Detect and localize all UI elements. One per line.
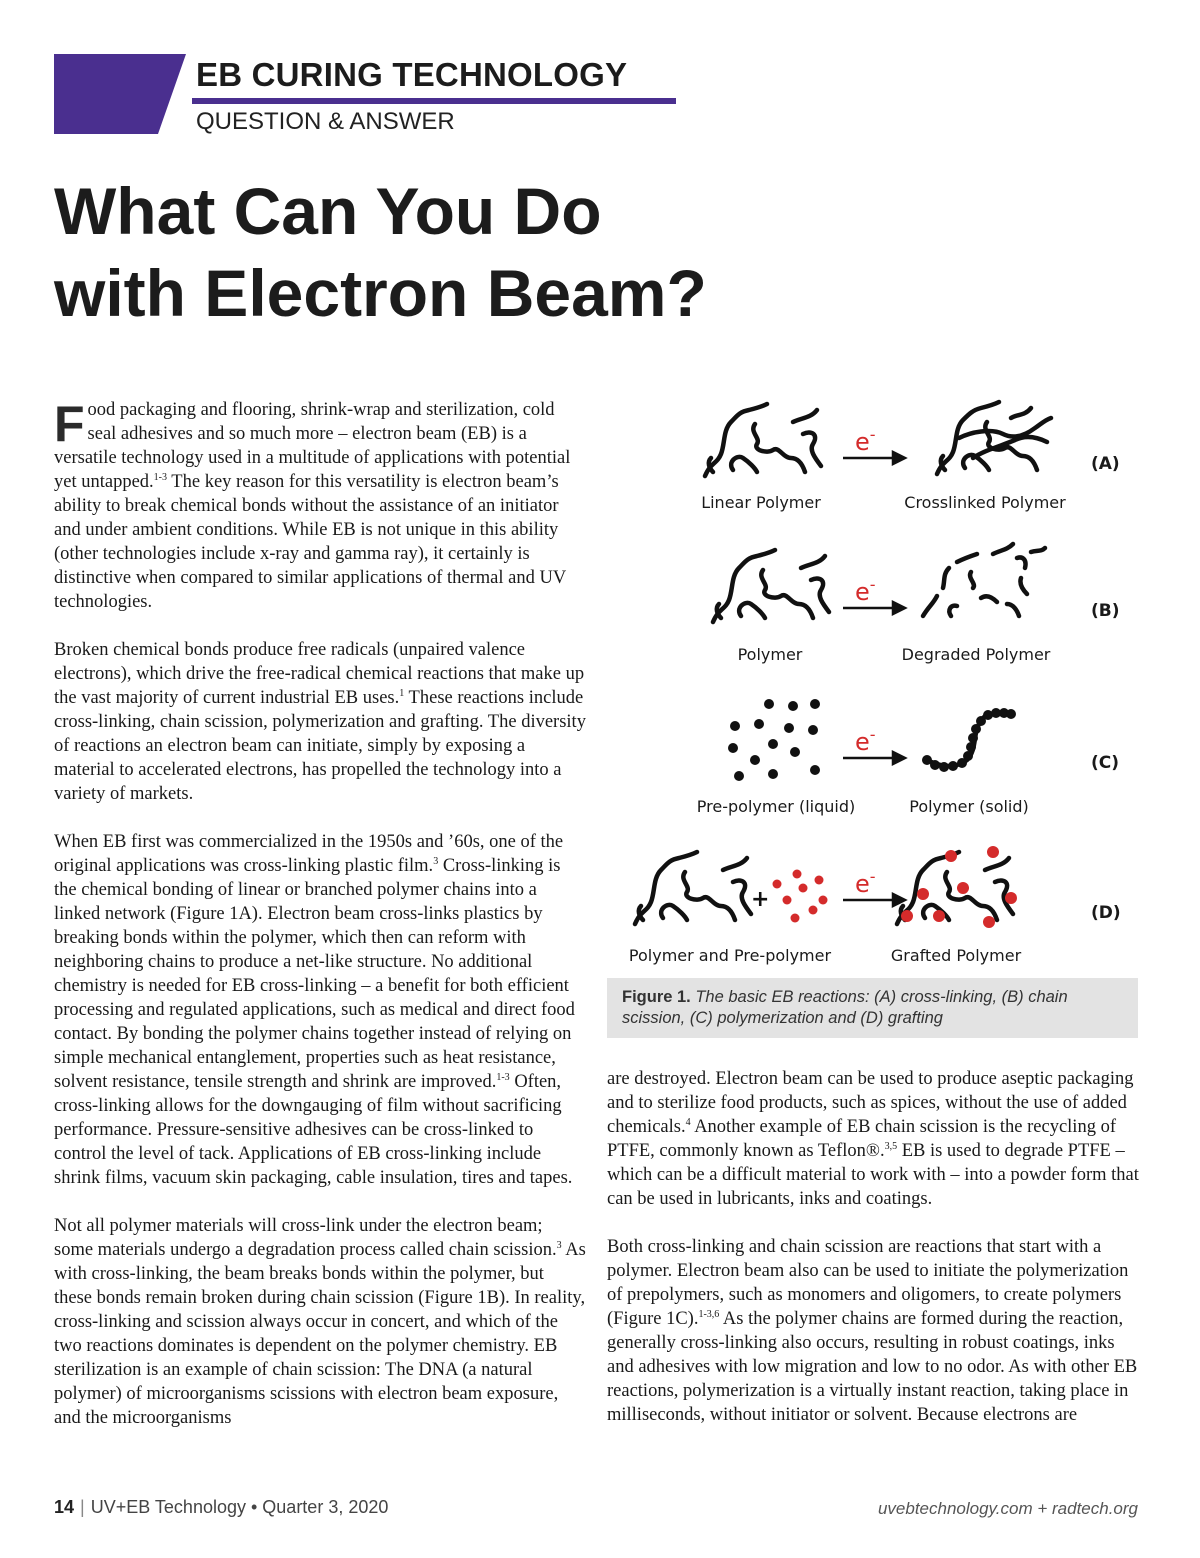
body-paragraph-4: Not all polymer materials will cross-link under the electron beam; some materials undergo a degradation process called chain scission.$^3$ As with cross-linking, the beam breaks bonds within the polymer, but these bonds remain broken during chain scission (Figure 1B). In reality, cross-linking and scission always occur in concert, and which of the two reactions dominates is dependent on the polymer chemistry. EB sterilization is an example of chain scission: The DNA (a natural polymer) of microorganisms scissions with electron beam exposure, and the microorganisms: [54, 1216, 586, 1428]
label-linear-polymer: Linear Polymer: [701, 493, 821, 512]
citation: 1: [399, 688, 405, 699]
reaction-arrows: [843, 452, 905, 906]
page-number: 14: [54, 1497, 75, 1517]
section-kicker-title: EB CURING TECHNOLOGY: [196, 56, 628, 93]
solid-polymer-beads: [922, 708, 1016, 772]
electron-icon-b: e-: [855, 575, 876, 606]
label-degraded-polymer: Degraded Polymer: [901, 645, 1051, 664]
figure-1-eb-reactions-diagram: [607, 388, 1138, 973]
pre-grafting-polymer-chains: [635, 852, 751, 924]
headline-line-2: with Electron Beam?: [54, 256, 707, 330]
label-polymer-solid: Polymer (solid): [909, 797, 1029, 816]
row-letter-c: (C): [1091, 753, 1120, 773]
body-paragraph-1: Food packaging and flooring, shrink-wrap and sterilization, cold seal adhesives and so much more – electron beam (EB) is a versatile technology used in a multitude of applications with potential yet untapped.$^{1-3}$ The key reason for this versatility is electron beam’s ability to break chemical bonds without the assistance of an initiator and under ambient conditions. While EB is not unique in this ability (other technologies include x-ray and gamma ray), it certainly is distinctive when compared to similar applications of thermal and UV technologies.: [54, 396, 571, 612]
pre-polymer-red-dots: [773, 870, 828, 923]
label-pre-polymer-liquid: Pre-polymer (liquid): [696, 797, 856, 816]
body-paragraph-6: Both cross-linking and chain scission are reactions that start with a polymer. Electron beam also can be used to initiate the polymerization of prepolymers, such as monomers and oligomers, to create polymers (Figure 1C).$^{1-3,6}$ As the polymer chains are formed during the reaction, generally cross-linking also occurs, resulting in robust coatings, inks and adhesives with low migration and low to no odor. As with other EB reactions, polymerization is a virtually instant reaction, taking place in milliseconds, without initiator or solvent. Because electrons are: [607, 1237, 1138, 1425]
citation: 1-3,6: [698, 1309, 720, 1320]
caption-text: The basic EB reactions: (A) cross-linking, (B) chain scission, (C) polymerization and (D) grafting: [622, 988, 1068, 1027]
footer-separator: |: [80, 1497, 85, 1517]
body-paragraph-3: When EB first was commercialized in the 1950s and ’60s, one of the original applications was cross-linking plastic film.$^3$ Cross-linking is the chemical bonding of linear or branched polymer chains into a linked network (Figure 1A). Electron beam cross-links plastics by breaking bonds within the polymer, which then can reform with neighboring chains to produce a net-like structure. No additional chemistry is needed for EB cross-linking – a benefit for both efficient processing and regulated applications, such as medical and direct food contact. By bonding the polymer chains together instead of relying on simple mechanical entanglement, properties such as heat resistance, solvent resistance, tensile strength and shrink are improved.$^{1-3}$ Often, cross-linking allows for the downgauging of film without sacrificing performance. Pressure-sensitive adhesives can be cross-linked to control the level of tack. Applications of EB cross-linking include shrink films, vacuum skin packaging, cable insulation, tires and tapes.: [54, 832, 575, 1188]
page-footer-left: [54, 1497, 388, 1518]
citation: 1-3: [153, 472, 168, 483]
row-letter-a: (A): [1091, 454, 1120, 474]
footer-websites: uvebtechnology.com + radtech.org: [877, 1499, 1138, 1518]
label-grafted-polymer: Grafted Polymer: [890, 946, 1022, 965]
label-polymer: Polymer: [737, 645, 803, 664]
polymer-chains: [713, 550, 829, 622]
electron-icon-d: e-: [855, 867, 876, 898]
citation: 1-3: [496, 1072, 510, 1083]
section-kicker-subtitle: QUESTION & ANSWER: [196, 108, 455, 135]
row-letter-d: (D): [1091, 903, 1121, 923]
citation: 3,5: [884, 1141, 898, 1152]
row-letter-b: (B): [1091, 601, 1120, 621]
publication-name: UV+EB Technology • Quarter 3, 2020: [90, 1497, 389, 1517]
degraded-polymer-fragments: [923, 544, 1045, 616]
plus-icon: +: [751, 887, 770, 912]
banner-accent-shape: [54, 54, 186, 134]
electron-icon-a: e-: [855, 425, 876, 456]
citation: 3: [433, 856, 439, 867]
caption-label: Figure 1.: [622, 988, 691, 1006]
article-headline: [54, 170, 954, 334]
electron-icon-c: e-: [855, 725, 876, 756]
linear-polymer-chains: [705, 404, 821, 476]
label-crosslinked-polymer: Crosslinked Polymer: [904, 493, 1066, 512]
electron-symbols: [855, 425, 876, 898]
crosslinked-polymer-chains: [937, 402, 1051, 474]
grafted-polymer-chains: [897, 852, 1013, 924]
body-paragraph-5: are destroyed. Electron beam can be used to produce aseptic packaging and to sterilize food products, such as spices, without the use of added chemicals.$^4$ Another example of EB chain scission is the recycling of PTFE, commonly known as Teflon®.$^{3,5}$ EB is used to degrade PTFE – which can be a difficult material to work with – into a powder form that can be used in lubricants, inks and coatings.: [607, 1069, 1139, 1209]
article-left-column: [54, 398, 586, 1454]
citation: 3: [556, 1240, 562, 1251]
body-paragraph-2: Broken chemical bonds produce free radicals (unpaired valence electrons), which drive the free-radical chemical reactions that make up the vast majority of current industrial EB uses.$^1$ These reactions include cross-linking, chain scission, polymerization and grafting. The diversity of reactions an electron beam can initiate, simply by exposing a material to accelerated electrons, has propelled the technology into a variety of markets.: [54, 640, 586, 804]
citation: 4: [685, 1117, 691, 1128]
figure-caption: [607, 978, 1138, 1038]
article-right-column: [607, 1067, 1139, 1451]
label-polymer-and-pre-polymer: Polymer and Pre-polymer: [628, 946, 832, 965]
drop-cap: F: [54, 396, 85, 452]
kicker-underline-rule: [192, 98, 676, 104]
headline-line-1: What Can You Do: [54, 174, 602, 248]
pre-polymer-monomer-dots: [728, 699, 820, 781]
